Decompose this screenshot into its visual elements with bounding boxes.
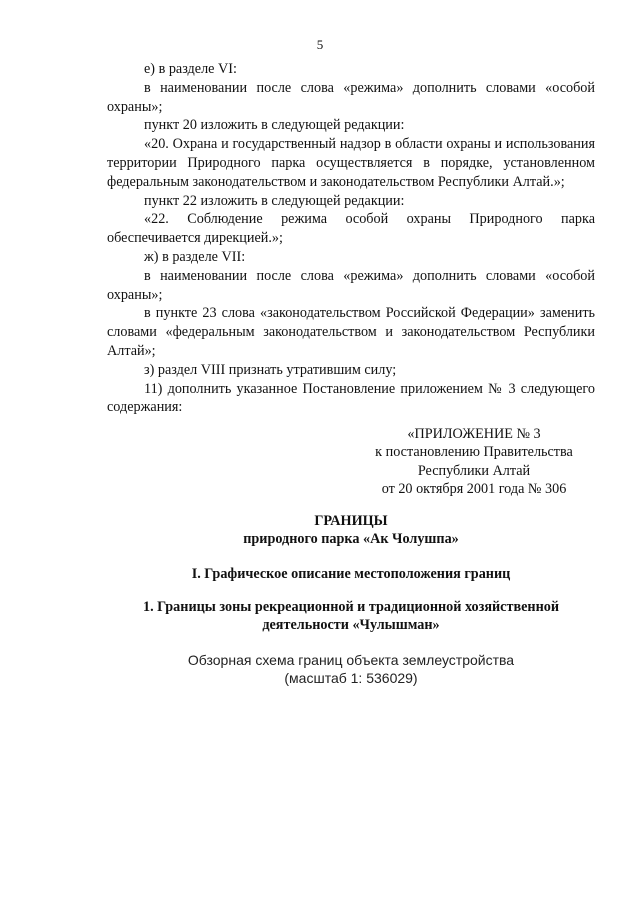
appendix-date: от 20 октября 2001 года № 306	[381, 481, 567, 498]
amendment-text	[107, 60, 595, 417]
title-park-name: природного парка «Ак Чолушпа»	[243, 531, 459, 548]
paragraph-appendix-3: 11) дополнить указанное Постановление приложением № 3 следующего содержания:	[107, 380, 595, 416]
zone-heading-line1: 1. Границы зоны рекреационной и традиционной хозяйственной	[142, 599, 560, 615]
paragraph-section-vi: е) в разделе VI:	[144, 61, 237, 77]
title-borders: ГРАНИЦЫ	[314, 513, 388, 529]
page-number: 5	[316, 37, 324, 52]
appendix-republic: Республики Алтай	[417, 462, 531, 479]
paragraph-rename-vii: в наименовании после слова «режима» дополнить словами «особой охраны»;	[107, 267, 595, 303]
zone-heading-line2: деятельности «Чулышман»	[262, 617, 440, 634]
paragraph-item-23: в пункте 23 слова «законодательством Российской Федерации» заменить словами «федеральным законодательством и законодательством Республики Алтай»;	[107, 305, 595, 359]
paragraph-item-22-intro: пункт 22 изложить в следующей редакции:	[144, 192, 405, 209]
scheme-title: Обзорная схема границ объекта землеустройства	[187, 652, 515, 668]
paragraph-section-viii: з) раздел VIII признать утратившим силу;	[144, 361, 397, 378]
appendix-resolution: к постановлению Правительства	[375, 444, 573, 461]
section-heading: I. Графическое описание местоположения границ	[191, 566, 511, 582]
paragraph-item-22-text: «22. Соблюдение режима особой охраны Природного парка обеспечивается дирекцией.»;	[107, 211, 595, 247]
document-title	[107, 512, 595, 549]
scheme-scale: (масштаб 1: 536029)	[284, 670, 418, 687]
paragraph-rename-vi: в наименовании после слова «режима» дополнить словами «особой охраны»;	[107, 79, 595, 115]
scheme-caption	[107, 651, 595, 688]
paragraph-item-20-text: «20. Охрана и государственный надзор в области охраны и использования территории Природного парка осуществляется в порядке, установленном федеральным законодательством и законодательством Республики Алтай.»;	[107, 136, 595, 190]
zone-heading	[107, 598, 595, 635]
appendix-label: «ПРИЛОЖЕНИЕ № 3	[407, 426, 541, 442]
paragraph-section-vii: ж) в разделе VII:	[144, 248, 246, 265]
paragraph-item-20-intro: пункт 20 изложить в следующей редакции:	[144, 117, 405, 134]
appendix-header	[354, 425, 594, 499]
